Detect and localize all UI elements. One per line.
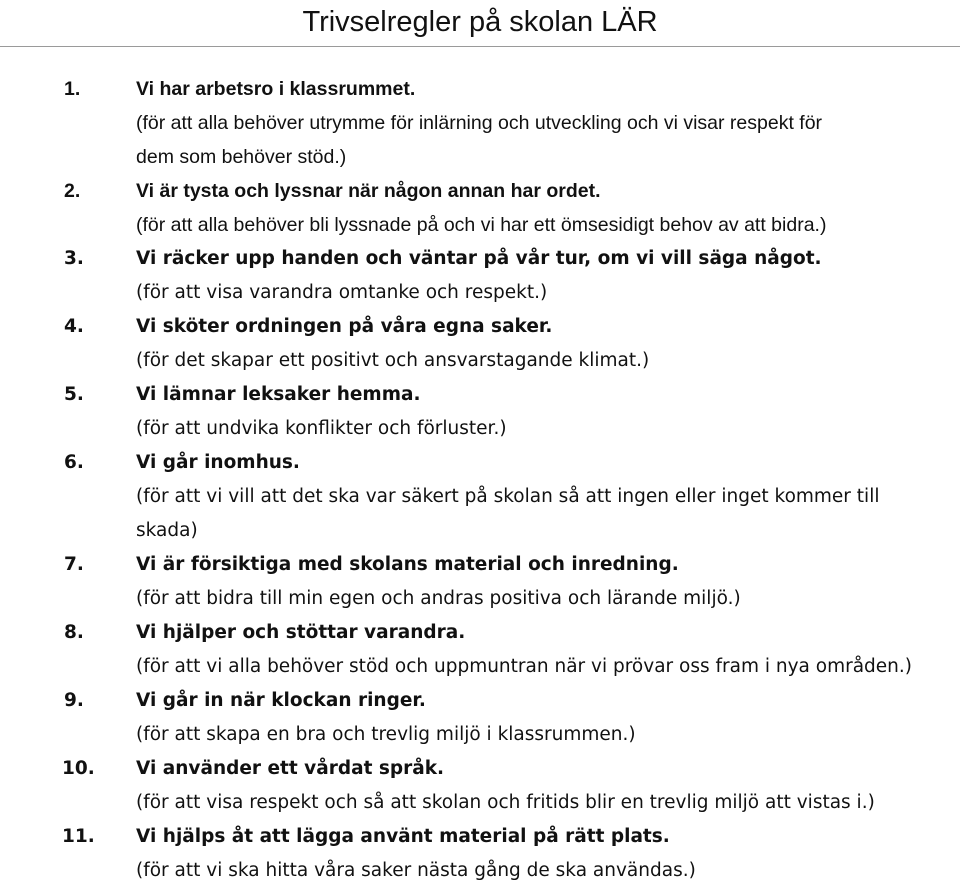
rule-text: Vi hjälper och stöttar varandra. [136, 622, 466, 643]
rule-number: 2. [64, 180, 81, 202]
rule-reason: (för att visa varandra omtanke och respekt.) [136, 282, 548, 303]
rule-number: 4. [64, 316, 84, 337]
rule-reason: (för att vi vill att det ska var säkert på skolan så att ingen eller inget kommer till [136, 486, 880, 507]
rule-number: 6. [64, 452, 84, 473]
rule-reason: (för att alla behöver utrymme för inlärning och utveckling och vi visar respekt för [136, 112, 823, 134]
rule-reason: (för att bidra till min egen och andras positiva och lärande miljö.) [136, 588, 741, 609]
rule-number: 10. [62, 758, 95, 779]
rule-number: 11. [62, 826, 95, 847]
rule-reason: (för att vi ska hitta våra saker nästa gång de ska användas.) [136, 860, 696, 881]
rule-number: 5. [64, 384, 84, 405]
rule-text: Vi hjälps åt att lägga använt material på rätt plats. [136, 826, 670, 847]
rule-text: Vi använder ett vårdat språk. [136, 758, 445, 779]
rule-text: Vi går in när klockan ringer. [136, 690, 426, 711]
rule-number: 3. [64, 248, 84, 269]
rule-number: 1. [64, 78, 81, 100]
rule-reason: skada) [136, 520, 198, 541]
rule-reason: dem som behöver stöd.) [136, 146, 347, 168]
rule-reason: (för att visa respekt och så att skolan och fritids blir en trevlig miljö att vistas i.) [136, 792, 875, 813]
title-divider [0, 46, 960, 47]
rule-reason: (för att vi alla behöver stöd och uppmuntran när vi prövar oss fram i nya områden.) [136, 656, 912, 677]
rule-text: Vi är försiktiga med skolans material och inredning. [136, 554, 679, 575]
rule-reason: (för att skapa en bra och trevlig miljö i klassrummen.) [136, 724, 636, 745]
page-title: Trivselregler på skolan LÄR [302, 6, 658, 38]
rule-reason: (för att alla behöver bli lyssnade på och vi har ett ömsesidigt behov av att bidra.) [136, 214, 827, 236]
rule-text: Vi har arbetsro i klassrummet. [136, 78, 416, 100]
rule-text: Vi sköter ordningen på våra egna saker. [136, 316, 553, 337]
rule-number: 7. [64, 554, 84, 575]
rule-text: Vi lämnar leksaker hemma. [136, 384, 421, 405]
rule-text: Vi är tysta och lyssnar när någon annan har ordet. [136, 180, 601, 202]
rule-number: 8. [64, 622, 84, 643]
rule-text: Vi räcker upp handen och väntar på vår tur, om vi vill säga något. [136, 248, 822, 269]
rule-number: 9. [64, 690, 84, 711]
rule-reason: (för att undvika konflikter och förluster.) [136, 418, 507, 439]
rule-text: Vi går inomhus. [136, 452, 300, 473]
rule-reason: (för det skapar ett positivt och ansvarstagande klimat.) [136, 350, 650, 371]
